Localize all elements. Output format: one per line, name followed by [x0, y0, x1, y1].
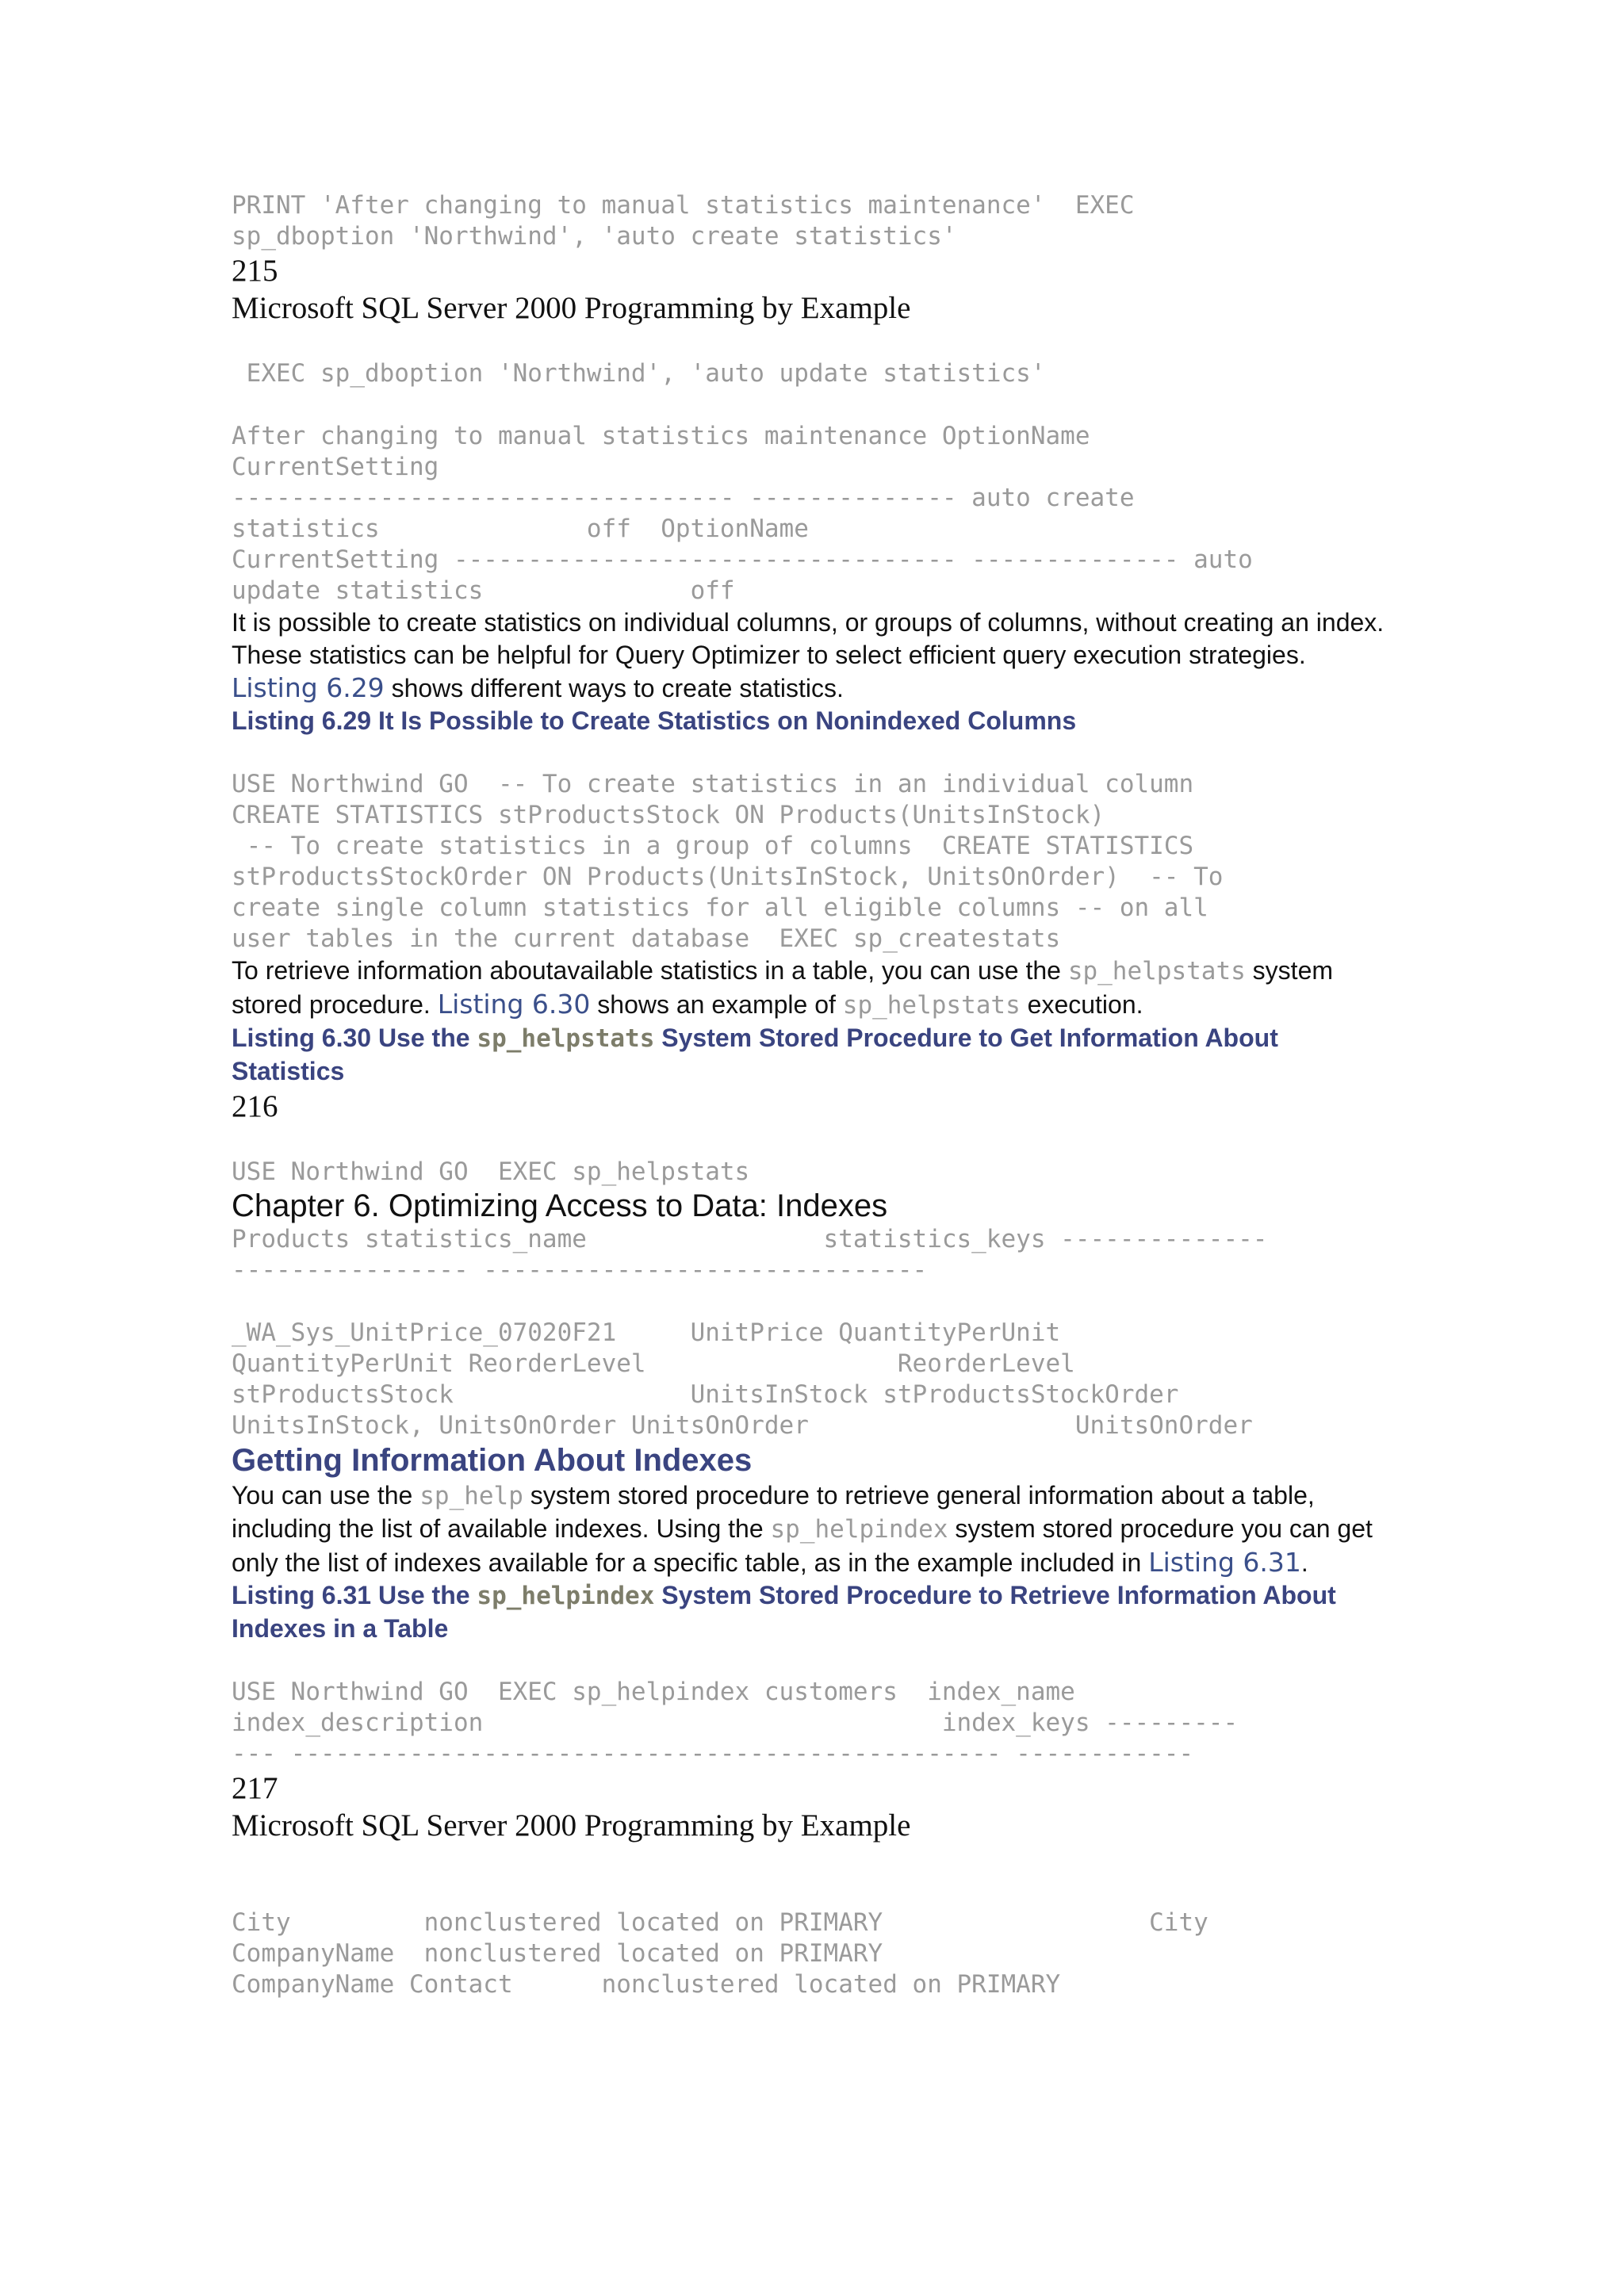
caption-text: System Stored Procedure to Get Information About Statistics [232, 1024, 1278, 1085]
inline-code-sp-help: sp_help [419, 1482, 523, 1510]
code-block-print-dboption: PRINT 'After changing to manual statistics maintenance' EXEC sp_dboption 'Northwind', 'auto create statistics' [232, 191, 1135, 251]
listing-6-29-link[interactable]: Listing 6.29 [232, 672, 385, 703]
running-header-book-title: Microsoft SQL Server 2000 Programming by Example [232, 1808, 911, 1843]
inline-code-sp-helpstats: sp_helpstats [842, 991, 1021, 1020]
paragraph-helpindex [232, 1479, 1397, 1579]
chapter-heading: Chapter 6. Optimizing Access to Data: Indexes [232, 1188, 888, 1223]
page-number-215: 215 [232, 254, 278, 288]
code-output-statistics: _WA_Sys_UnitPrice_07020F21 UnitPrice QuantityPerUnit QuantityPerUnit ReorderLevel ReorderLevel stProductsStock UnitsInStock stProductsStockOrder UnitsInStock, UnitsOnOrder UnitsOnOrder UnitsOnOrder [232, 1318, 1253, 1440]
listing-6-30-caption [232, 1022, 1397, 1088]
code-block-helpstats: USE Northwind GO EXEC sp_helpstats [232, 1158, 750, 1186]
section-heading-indexes: Getting Information About Indexes [232, 1443, 753, 1478]
paragraph-statistics-intro [232, 607, 1397, 705]
code-block-auto-update: EXEC sp_dboption 'Northwind', 'auto update statistics' [232, 359, 1046, 388]
caption-code-sp-helpstats: sp_helpstats [477, 1024, 655, 1053]
paragraph-text: It is possible to create statistics on individual columns, or groups of columns, without creating an index. These statistics can be helpful for Query Optimizer to select efficient query execution strategies. [232, 608, 1385, 669]
inline-code-sp-helpstats: sp_helpstats [1067, 957, 1246, 985]
paragraph-text: To retrieve information aboutavailable statistics in a table, you can use the [232, 956, 1068, 985]
caption-text: Listing 6.30 Use the [232, 1024, 477, 1052]
paragraph-helpstats [232, 955, 1397, 1022]
paragraph-text: system stored procedure to retrieve general information about a table, including the list of available indexes. Using the [232, 1481, 1315, 1543]
paragraph-text: system stored procedure you can get only the list of indexes available for a specific table, as in the example included in [232, 1514, 1373, 1577]
listing-6-31-link[interactable]: Listing 6.31 [1148, 1547, 1301, 1578]
inline-code-sp-helpindex: sp_helpindex [770, 1515, 948, 1544]
paragraph-text: system stored procedure. [232, 956, 1334, 1019]
listing-6-31-caption [232, 1579, 1397, 1645]
caption-text: Listing 6.31 Use the [232, 1581, 477, 1609]
running-header-book-title: Microsoft SQL Server 2000 Programming by Example [232, 291, 911, 325]
code-output-helpindex: City nonclustered located on PRIMARY City CompanyName nonclustered located on PRIMARY CompanyName Contact nonclustered located on PRIMARY [232, 1908, 1208, 1999]
paragraph-text: shows an example of [590, 990, 843, 1019]
code-output-dboption: After changing to manual statistics maintenance OptionName CurrentSetting ---------------------------------- -------------- auto create statistics off OptionName CurrentSetting ---------------------------------- -------------- auto update statistics off [232, 422, 1253, 605]
listing-6-29-caption: Listing 6.29 It Is Possible to Create Statistics on Nonindexed Columns [232, 706, 1077, 735]
paragraph-text: execution. [1020, 990, 1143, 1019]
caption-code-sp-helpindex: sp_helpindex [477, 1582, 655, 1610]
code-output-header: Products statistics_name statistics_keys -------------- ---------------- ------------------------------ [232, 1225, 1268, 1284]
caption-text: System Stored Procedure to Retrieve Information About Indexes in a Table [232, 1581, 1336, 1643]
document-page [232, 190, 1397, 2000]
listing-6-30-link[interactable]: Listing 6.30 [437, 989, 591, 1020]
paragraph-text: shows different ways to create statistics. [384, 674, 844, 702]
paragraph-text: . [1300, 1548, 1308, 1577]
paragraph-text: You can use the [232, 1481, 420, 1510]
page-number-216: 216 [232, 1089, 278, 1123]
page-number-217: 217 [232, 1771, 278, 1805]
code-block-create-statistics: USE Northwind GO -- To create statistics in an individual column CREATE STATISTICS stProductsStock ON Products(UnitsInStock) -- To create statistics in a group of columns CREATE STATISTICS stProductsStockOrder ON Products(UnitsInStock, UnitsOnOrder) -- To create single column statistics for all eligible columns -- on all user tables in the current database EXEC sp_createstats [232, 770, 1224, 953]
code-block-helpindex: USE Northwind GO EXEC sp_helpindex customers index_name index_description index_keys --------- --- ------------------------------------------------ ------------ [232, 1678, 1239, 1768]
